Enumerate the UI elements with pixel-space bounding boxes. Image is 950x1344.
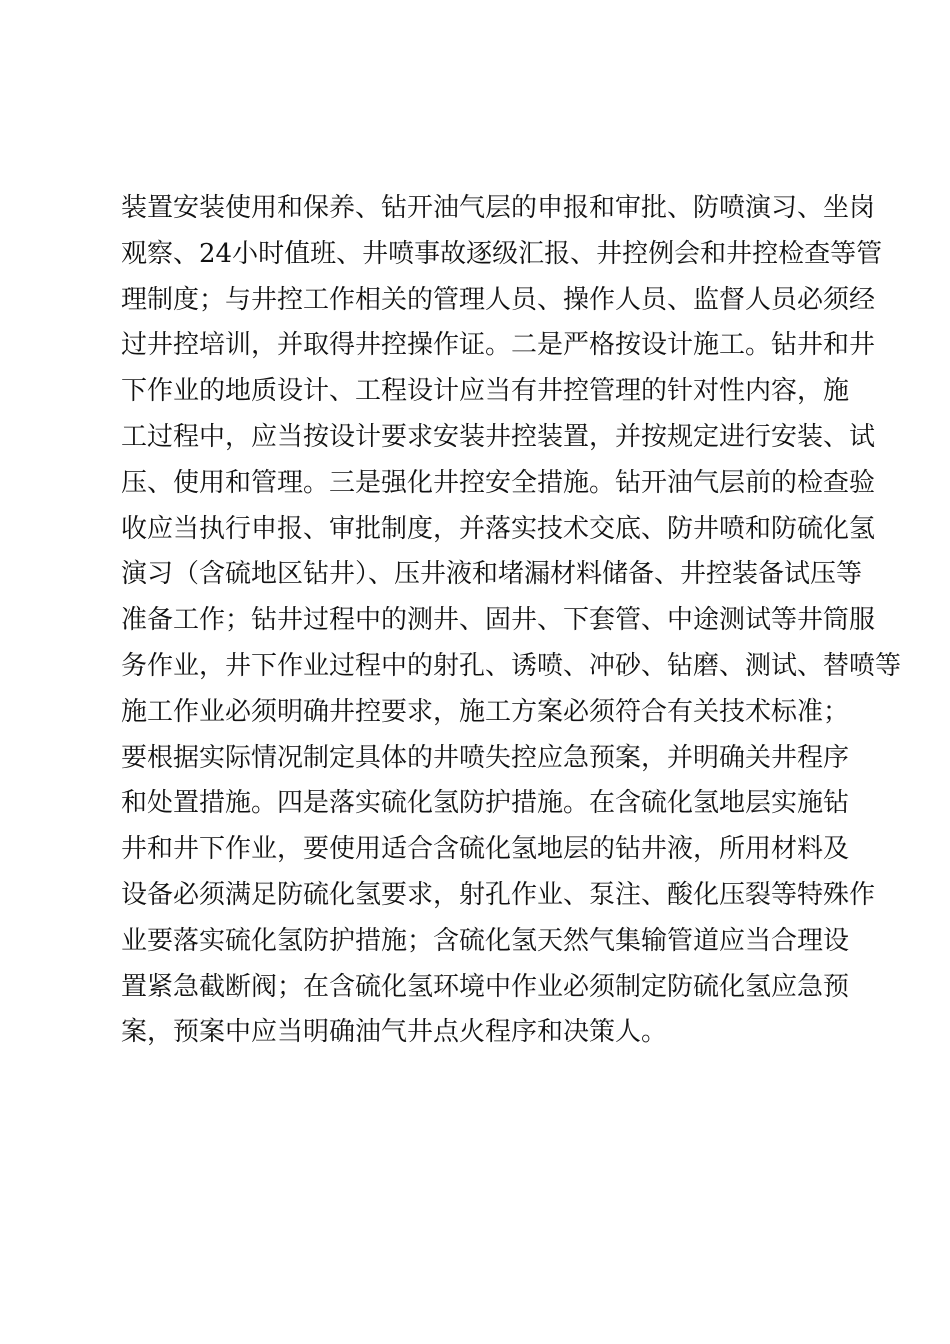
text-line: 过井控培训，并取得井控操作证。二是严格按设计施工。钻井和井 xyxy=(121,330,876,361)
body-paragraph xyxy=(121,188,902,1058)
text-line: 下作业的地质设计、工程设计应当有井控管理的针对性内容，施 xyxy=(121,376,850,407)
text-line: 井和井下作业，要使用适合含硫化氢地层的钻井液，所用材料及 xyxy=(121,834,850,865)
text-line: 案，预案中应当明确油气井点火程序和决策人。 xyxy=(121,1017,668,1048)
text-line: 压、使用和管理。三是强化井控安全措施。钻开油气层前的检查验 xyxy=(121,467,876,498)
text-line: 要根据实际情况制定具体的井喷失控应急预案，并明确关井程序 xyxy=(121,742,850,773)
text-line: 和处置措施。四是落实硫化氢防护措施。在含硫化氢地层实施钻 xyxy=(121,788,850,819)
text-line: 装置安装使用和保养、钻开油气层的申报和审批、防喷演习、坐岗 xyxy=(121,193,876,223)
text-line: 收应当执行申报、审批制度，并落实技术交底、防井喷和防硫化氢 xyxy=(121,513,876,544)
text-line: 观察、24小时值班、井喷事故逐级汇报、井控例会和井控检查等管 xyxy=(121,238,883,269)
text-line: 演习（含硫地区钻井）、压井液和堵漏材料储备、井控装备试压等 xyxy=(121,559,863,590)
text-line: 工过程中，应当按设计要求安装井控装置，并按规定进行安装、试 xyxy=(121,421,876,452)
text-line: 理制度；与井控工作相关的管理人员、操作人员、监督人员必须经 xyxy=(121,284,876,315)
text-line: 业要落实硫化氢防护措施；含硫化氢天然气集输管道应当合理设 xyxy=(121,925,850,956)
text-line: 设备必须满足防硫化氢要求，射孔作业、泵注、酸化压裂等特殊作 xyxy=(121,879,876,910)
text-line: 置紧急截断阀；在含硫化氢环境中作业必须制定防硫化氢应急预 xyxy=(121,971,850,1002)
text-line: 准备工作；钻井过程中的测井、固井、下套管、中途测试等井筒服 xyxy=(121,605,876,636)
text-line: 务作业，井下作业过程中的射孔、诱喷、冲砂、钻磨、测试、替喷等 xyxy=(121,650,902,681)
text-line: 施工作业必须明确井控要求，施工方案必须符合有关技术标准； xyxy=(121,696,850,727)
